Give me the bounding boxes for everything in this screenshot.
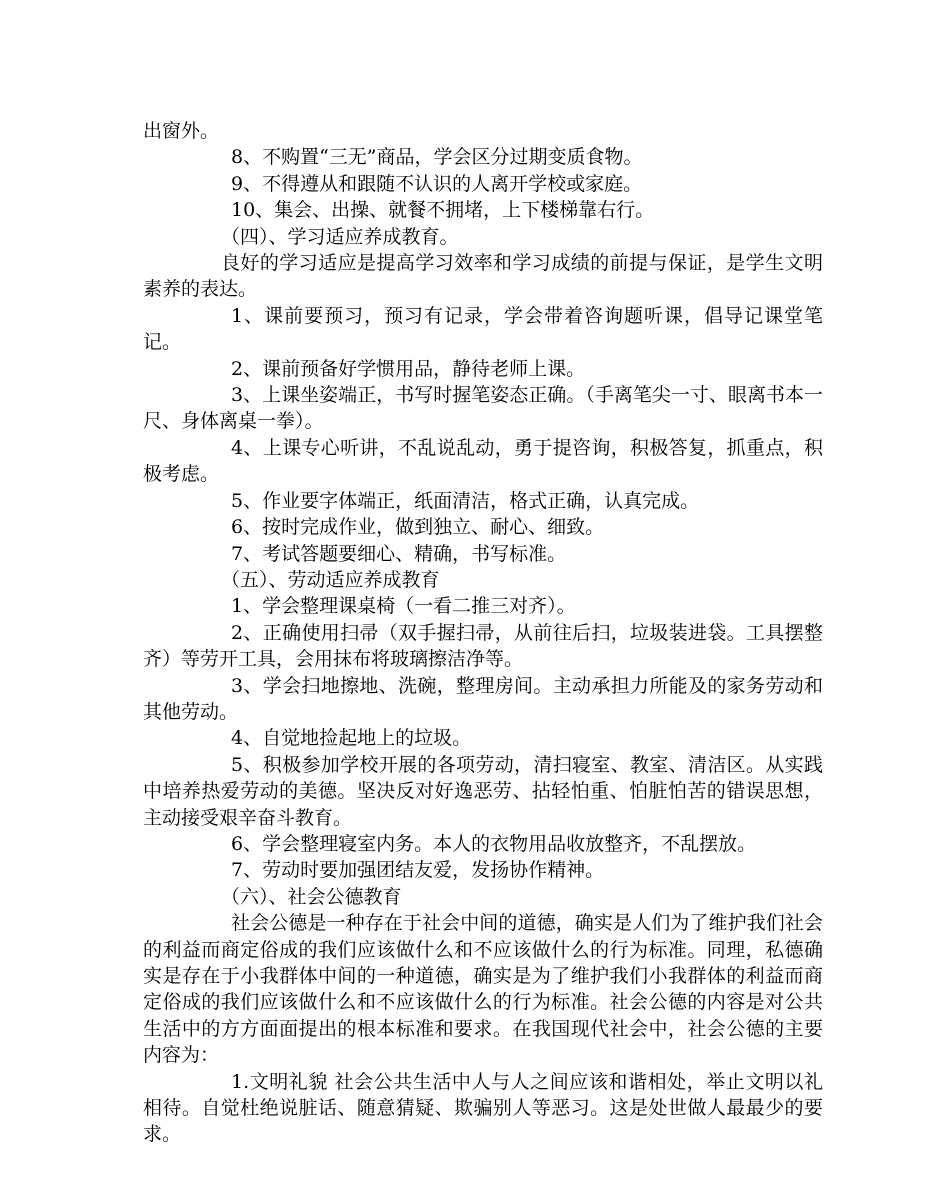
paragraph: 8、不购置“三无”商品，学会区分过期变质食物。 [231, 146, 643, 169]
paragraph: 9、不得遵从和跟随不认识的人离开学校或家庭。 [231, 172, 643, 195]
paragraph: 7、劳动时要加强团结友爱，发扬协作精神。 [231, 859, 605, 882]
paragraph: 良好的学习适应是提高学习效率和学习成绩的前提与保证，是学生文明素养的表达。 [143, 252, 823, 301]
paragraph: 1、学会整理课桌椅（一看二推三对齐）。 [231, 595, 576, 618]
paragraph: 出窗外。 [143, 120, 220, 142]
paragraph: 4、自觉地捡起地上的垃圾。 [231, 727, 472, 750]
paragraph: 7、考试答题要细心、精确，书写标准。 [231, 542, 567, 565]
paragraph: 1、课前要预习，预习有记录，学会带着咨询题听课，倡导记课堂笔记。 [143, 304, 823, 354]
paragraph: 2、正确使用扫帚（双手握扫帚，从前往后扫，垃圾装进袋。工具摆整齐）等劳开工具，会用抹布将玻璃擦洁净等。 [143, 621, 823, 671]
paragraph: 3、上课坐姿端正，书写时握笔姿态正确。（手离笔尖一寸、眼离书本一尺、身体离桌一拳）。 [143, 384, 823, 433]
paragraph: 2、课前预备好学惯用品，静待老师上课。 [231, 357, 586, 380]
paragraph: 5、积极参加学校开展的各项劳动，清扫寝室、教室、清洁区。从实践中培养热爱劳动的美德。坚决反对好逸恶劳、拈轻怕重、怕脏怕苦的错误思想，主动接受艰辛奋斗教育。 [143, 753, 823, 829]
paragraph: （五）、劳动适应养成教育 [221, 568, 440, 591]
paragraph: 4、上课专心听讲，不乱说乱动，勇于提咨询，积极答复，抓重点，积极考虑。 [143, 436, 823, 486]
paragraph: 社会公德是一种存在于社会中间的道德，确实是人们为了维护我们社会的利益而商定俗成的我们应该做什么和不应该做什么的行为标准。同理，私德确实是存在于小我群体中间的一种道德，确实是为了维护我们小我群体的利益而商定俗成的我们应该做什么和不应该做什么的行为标准。社会公德的内容是对公共生活中的方方面面提出的根本标准和要求。在我国现代社会中，社会公德的主要内容为： [143, 912, 823, 1067]
paragraph: 6、按时完成作业，做到独立、耐心、细致。 [231, 516, 605, 539]
paragraph: 10、集会、出操、就餐不拥堵，上下楼梯靠右行。 [231, 199, 655, 222]
document-body [143, 118, 823, 1148]
paragraph: 5、作业要字体端正，纸面清洁，格式正确，认真完成。 [231, 489, 700, 512]
paragraph: 6、学会整理寝室内务。本人的衣物用品收放整齐，不乱摆放。 [231, 832, 757, 855]
paragraph: 1.文明礼貌 社会公共生活中人与人之间应该和谐相处，举止文明以礼相待。自觉杜绝说脏话、随意猜疑、欺骗别人等恶习。这是处世做人最最少的要求。 [143, 1070, 823, 1146]
paragraph: （六）、社会公德教育 [221, 885, 402, 908]
paragraph: 3、学会扫地擦地、洗碗，整理房间。主动承担力所能及的家务劳动和其他劳动。 [143, 674, 823, 723]
paragraph: （四）、学习适应养成教育。 [221, 225, 459, 248]
